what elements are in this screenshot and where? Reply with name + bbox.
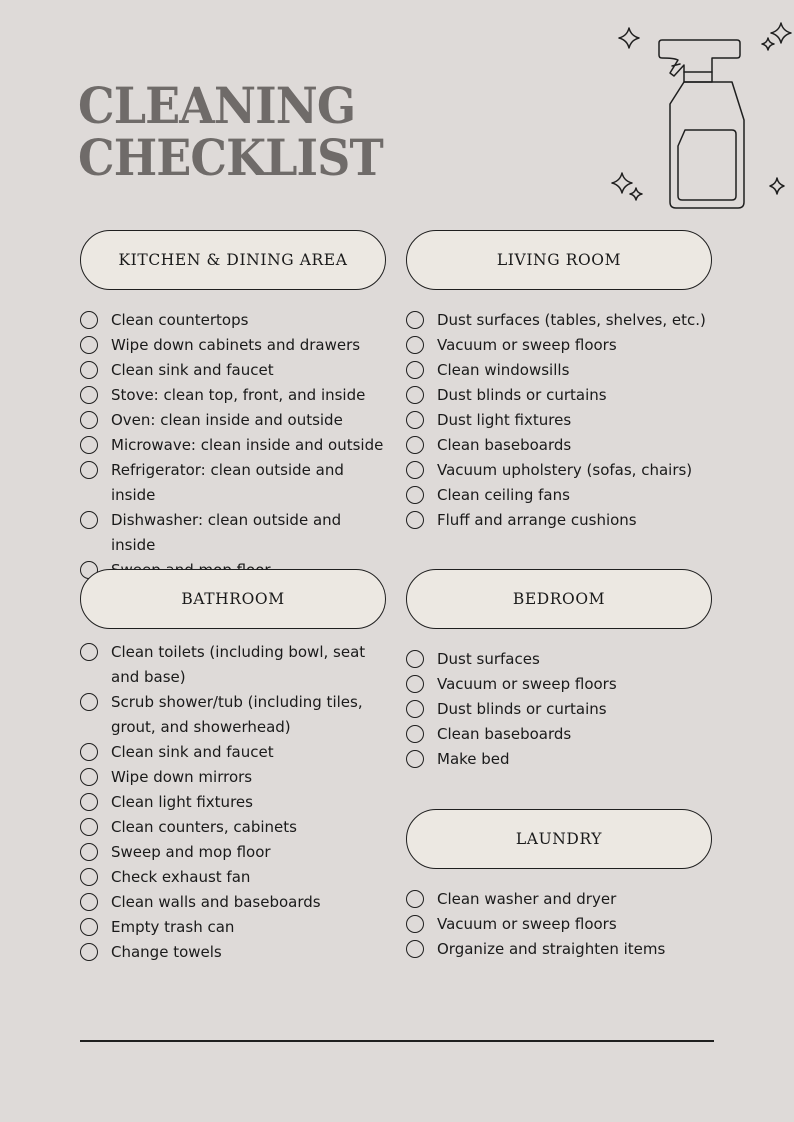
checkbox-circle[interactable] [406, 915, 424, 933]
list-item [80, 890, 375, 915]
section-heading-laundry: LAUNDRY [406, 809, 712, 869]
list-item [80, 740, 375, 765]
checkbox-circle[interactable] [406, 361, 424, 379]
list-item [80, 840, 375, 865]
item-label: Clean counters, cabinets [111, 818, 297, 836]
checkbox-circle[interactable] [80, 361, 98, 379]
sparkle-icon [619, 28, 639, 48]
checklist-living-room [406, 308, 716, 533]
item-label: Vacuum or sweep floors [437, 915, 617, 933]
item-label: Dust blinds or curtains [437, 386, 607, 404]
item-label: Clean baseboards [437, 436, 572, 454]
item-label: Oven: clean inside and outside [111, 411, 343, 429]
checkbox-circle[interactable] [80, 768, 98, 786]
list-item [80, 640, 375, 690]
item-label: Wipe down cabinets and drawers [111, 336, 361, 354]
item-label: Dust surfaces (tables, shelves, etc.) [437, 311, 706, 329]
item-label: Change towels [111, 943, 222, 961]
list-item [80, 308, 390, 333]
item-label: Wipe down mirrors [111, 768, 253, 786]
list-item [80, 915, 375, 940]
checkbox-circle[interactable] [406, 700, 424, 718]
checkbox-circle[interactable] [406, 311, 424, 329]
checkbox-circle[interactable] [80, 461, 98, 479]
checkbox-circle[interactable] [80, 436, 98, 454]
checkbox-circle[interactable] [80, 411, 98, 429]
list-item [406, 483, 716, 508]
checkbox-circle[interactable] [80, 843, 98, 861]
item-label: Dishwasher: clean outside and inside [111, 511, 342, 554]
list-item [406, 458, 716, 483]
list-item [406, 887, 716, 912]
checkbox-circle[interactable] [80, 743, 98, 761]
item-label: Vacuum or sweep floors [437, 336, 617, 354]
item-label: Empty trash can [111, 918, 235, 936]
checkbox-circle[interactable] [80, 893, 98, 911]
checkbox-circle[interactable] [80, 868, 98, 886]
list-item [80, 815, 375, 840]
item-label: Fluff and arrange cushions [437, 511, 637, 529]
checkbox-circle[interactable] [80, 336, 98, 354]
sparkle-icon [612, 173, 632, 193]
item-label: Clean sink and faucet [111, 743, 274, 761]
item-label: Vacuum upholstery (sofas, chairs) [437, 461, 693, 479]
checklist-bathroom [80, 640, 375, 965]
item-label: Microwave: clean inside and outside [111, 436, 384, 454]
title-line-2: CHECKLIST [78, 128, 383, 187]
spray-bottle-icon [600, 20, 794, 220]
checkbox-circle[interactable] [80, 943, 98, 961]
sparkle-icon [770, 178, 784, 194]
list-item [406, 383, 716, 408]
list-item [80, 433, 390, 458]
item-label: Organize and straighten items [437, 940, 666, 958]
checkbox-circle[interactable] [406, 411, 424, 429]
checkbox-circle[interactable] [406, 675, 424, 693]
page-title [78, 76, 383, 187]
checkbox-circle[interactable] [80, 918, 98, 936]
item-label: Dust blinds or curtains [437, 700, 607, 718]
checkbox-circle[interactable] [80, 793, 98, 811]
list-item [406, 358, 716, 383]
item-label: Make bed [437, 750, 510, 768]
checkbox-circle[interactable] [80, 511, 98, 529]
item-label: Refrigerator: clean outside and inside [111, 461, 344, 504]
item-label: Vacuum or sweep floors [437, 675, 617, 693]
section-heading-bedroom: BEDROOM [406, 569, 712, 629]
item-label: Dust light fixtures [437, 411, 572, 429]
list-item [406, 747, 716, 772]
list-item [80, 865, 375, 890]
item-label: Clean toilets (including bowl, seat and base) [111, 643, 366, 686]
section-heading-living-room: LIVING ROOM [406, 230, 712, 290]
checkbox-circle[interactable] [80, 818, 98, 836]
list-item [80, 408, 390, 433]
list-item [406, 508, 716, 533]
item-label: Clean washer and dryer [437, 890, 617, 908]
list-item [406, 722, 716, 747]
list-item [406, 408, 716, 433]
checkbox-circle[interactable] [406, 386, 424, 404]
section-heading-bathroom: BATHROOM [80, 569, 386, 629]
list-item [406, 697, 716, 722]
list-item [406, 433, 716, 458]
item-label: Clean walls and baseboards [111, 893, 321, 911]
checkbox-circle[interactable] [406, 511, 424, 529]
list-item [80, 458, 390, 508]
checkbox-circle[interactable] [80, 693, 98, 711]
section-heading-kitchen-dining: KITCHEN & DINING AREA [80, 230, 386, 290]
checkbox-circle[interactable] [406, 650, 424, 668]
item-label: Clean windowsills [437, 361, 570, 379]
checkbox-circle[interactable] [406, 336, 424, 354]
list-item [406, 672, 716, 697]
item-label: Check exhaust fan [111, 868, 251, 886]
list-item [80, 333, 390, 358]
item-label: Stove: clean top, front, and inside [111, 386, 366, 404]
checkbox-circle[interactable] [80, 311, 98, 329]
list-item [406, 647, 716, 672]
item-label: Scrub shower/tub (including tiles, grout, and showerhead) [111, 693, 363, 736]
list-item [80, 358, 390, 383]
list-item [80, 383, 390, 408]
item-label: Dust surfaces [437, 650, 540, 668]
list-item [80, 940, 375, 965]
list-item [406, 308, 716, 333]
title-line-1: CLEANING [78, 76, 356, 135]
list-item [406, 937, 716, 962]
checkbox-circle[interactable] [406, 725, 424, 743]
item-label: Clean countertops [111, 311, 249, 329]
item-label: Sweep and mop floor [111, 843, 271, 861]
checkbox-circle[interactable] [80, 386, 98, 404]
item-label: Clean light fixtures [111, 793, 253, 811]
checkbox-circle[interactable] [80, 643, 98, 661]
checklist-laundry [406, 887, 716, 962]
list-item [80, 690, 375, 740]
footer-divider [80, 1040, 714, 1042]
checklist-bedroom [406, 647, 716, 772]
checkbox-circle[interactable] [406, 940, 424, 958]
checkbox-circle[interactable] [406, 486, 424, 504]
checkbox-circle[interactable] [406, 436, 424, 454]
sparkle-icon [762, 38, 774, 50]
checkbox-circle[interactable] [406, 890, 424, 908]
list-item [80, 508, 390, 558]
checklist-kitchen-dining [80, 308, 390, 583]
sparkle-icon [630, 188, 642, 200]
list-item [406, 912, 716, 937]
item-label: Clean ceiling fans [437, 486, 570, 504]
checkbox-circle[interactable] [406, 461, 424, 479]
item-label: Clean baseboards [437, 725, 572, 743]
list-item [80, 765, 375, 790]
list-item [406, 333, 716, 358]
checkbox-circle[interactable] [406, 750, 424, 768]
sparkle-icon [771, 23, 791, 43]
list-item [80, 790, 375, 815]
item-label: Clean sink and faucet [111, 361, 274, 379]
